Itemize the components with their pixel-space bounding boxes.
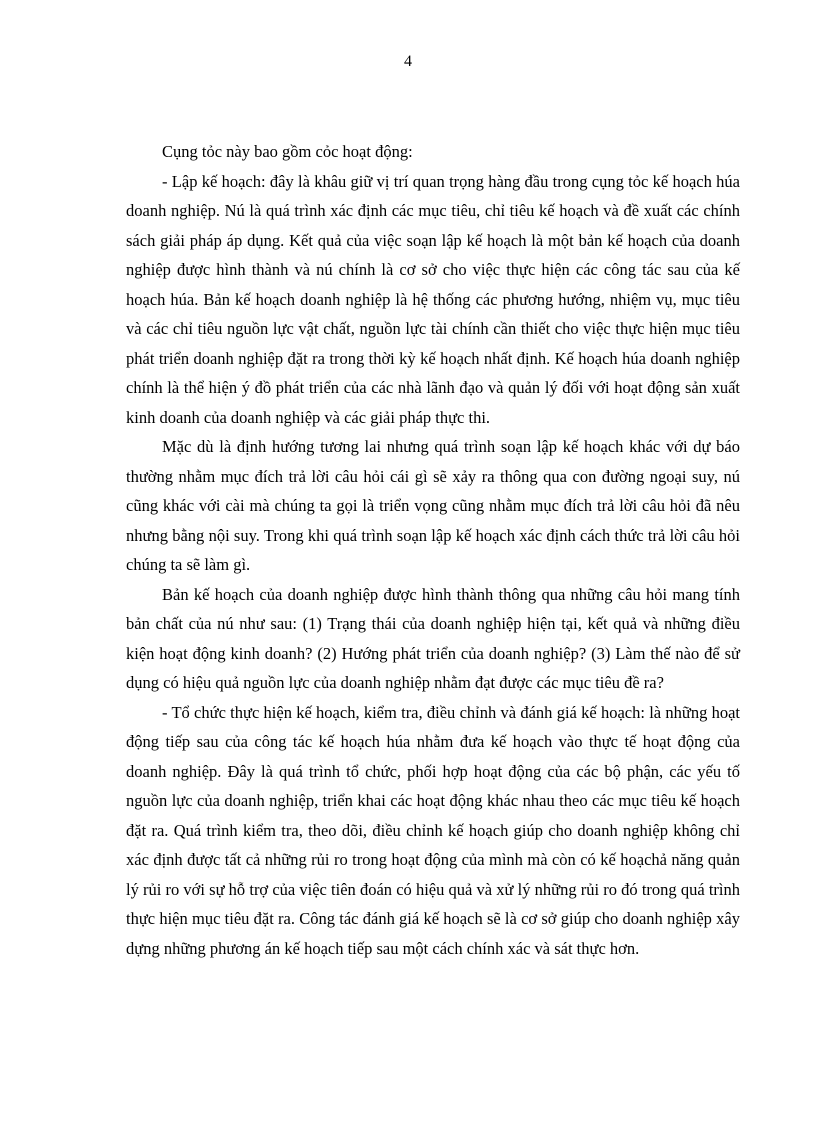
paragraph-intro: Cụng tỏc này bao gồm cỏc hoạt động:: [162, 142, 413, 161]
page-number: 4: [404, 53, 412, 70]
paragraph-implementation: - Tổ chức thực hiện kế hoạch, kiểm tra, điều chỉnh và đánh giá kế hoạch: là những hoạt động tiếp sau của công tác kế hoạch húa nhằm đưa kế hoạch vào thực tế hoạt động của doanh nghiệp. Đây là quá trình tổ chức, phối hợp hoạt động của các bộ phận, các yếu tố nguồn lực của doanh nghiệp, triển khai các hoạt động khác nhau theo các mục tiêu kế hoạch đặt ra. Quá trình kiểm tra, theo dõi, điều chỉnh kế hoạch giúp cho doanh nghiệp không chỉ xác định được tất cả những rủi ro trong hoạt động của mình mà còn có kế hoạchả năng quản lý rủi ro với sự hỗ trợ của việc tiên đoán có hiệu quả và xử lý những rủi ro đó trong quá trình thực hiện mục tiêu đặt ra. Công tác đánh giá kế hoạch sẽ là cơ sở giúp cho doanh nghiệp xây dựng những phương án kế hoạch tiếp sau một cách chính xác và sát thực hơn.: [126, 702, 740, 958]
paragraph-questions: Bản kế hoạch của doanh nghiệp được hình thành thông qua những câu hỏi mang tính bản chất của nú như sau: (1) Trạng thái của doanh nghiệp hiện tại, kết quả và những điều kiện hoạt động kinh doanh? (2) Hướng phát triển của doanh nghiệp? (3) Làm thế nào để sử dụng có hiệu quả nguồn lực của doanh nghiệp nhằm đạt được các mục tiêu đề ra?: [126, 584, 740, 692]
paragraph-forecast: Mặc dù là định hướng tương lai nhưng quá trình soạn lập kế hoạch khác với dự báo thường nhằm mục đích trả lời câu hỏi cái gì sẽ xảy ra thông qua con đường ngoại suy, nú cũng khác với cài mà chúng ta gọi là triển vọng cũng nhằm mục đích trả lời câu hỏi đã nêu nhưng bằng nội suy. Trong khi quá trình soạn lập kế hoạch xác định cách thức trả lời câu hỏi chúng ta sẽ làm gì.: [126, 437, 740, 574]
document-body: [126, 137, 740, 963]
paragraph-planning: - Lập kế hoạch: đây là khâu giữ vị trí quan trọng hàng đầu trong cụng tỏc kế hoạch húa doanh nghiệp. Nú là quá trình xác định các mục tiêu, chỉ tiêu kế hoạch và đề xuất các chính sách giải pháp áp dụng. Kết quả của việc soạn lập kế hoạch là một bản kế hoạch của doanh nghiệp được hình thành và nú chính là cơ sở cho việc thực hiện các công tác sau của kế hoạch húa. Bản kế hoạch doanh nghiệp là hệ thống các phương hướng, nhiệm vụ, mục tiêu và các chỉ tiêu nguồn lực vật chất, nguồn lực tài chính cần thiết cho việc thực hiện mục tiêu phát triển doanh nghiệp đặt ra trong thời kỳ kế hoạch nhất định. Kế hoạch húa doanh nghiệp chính là thể hiện ý đồ phát triển của các nhà lãnh đạo và quản lý đối với hoạt động sản xuất kinh doanh của doanh nghiệp và các giải pháp thực thi.: [126, 171, 740, 427]
